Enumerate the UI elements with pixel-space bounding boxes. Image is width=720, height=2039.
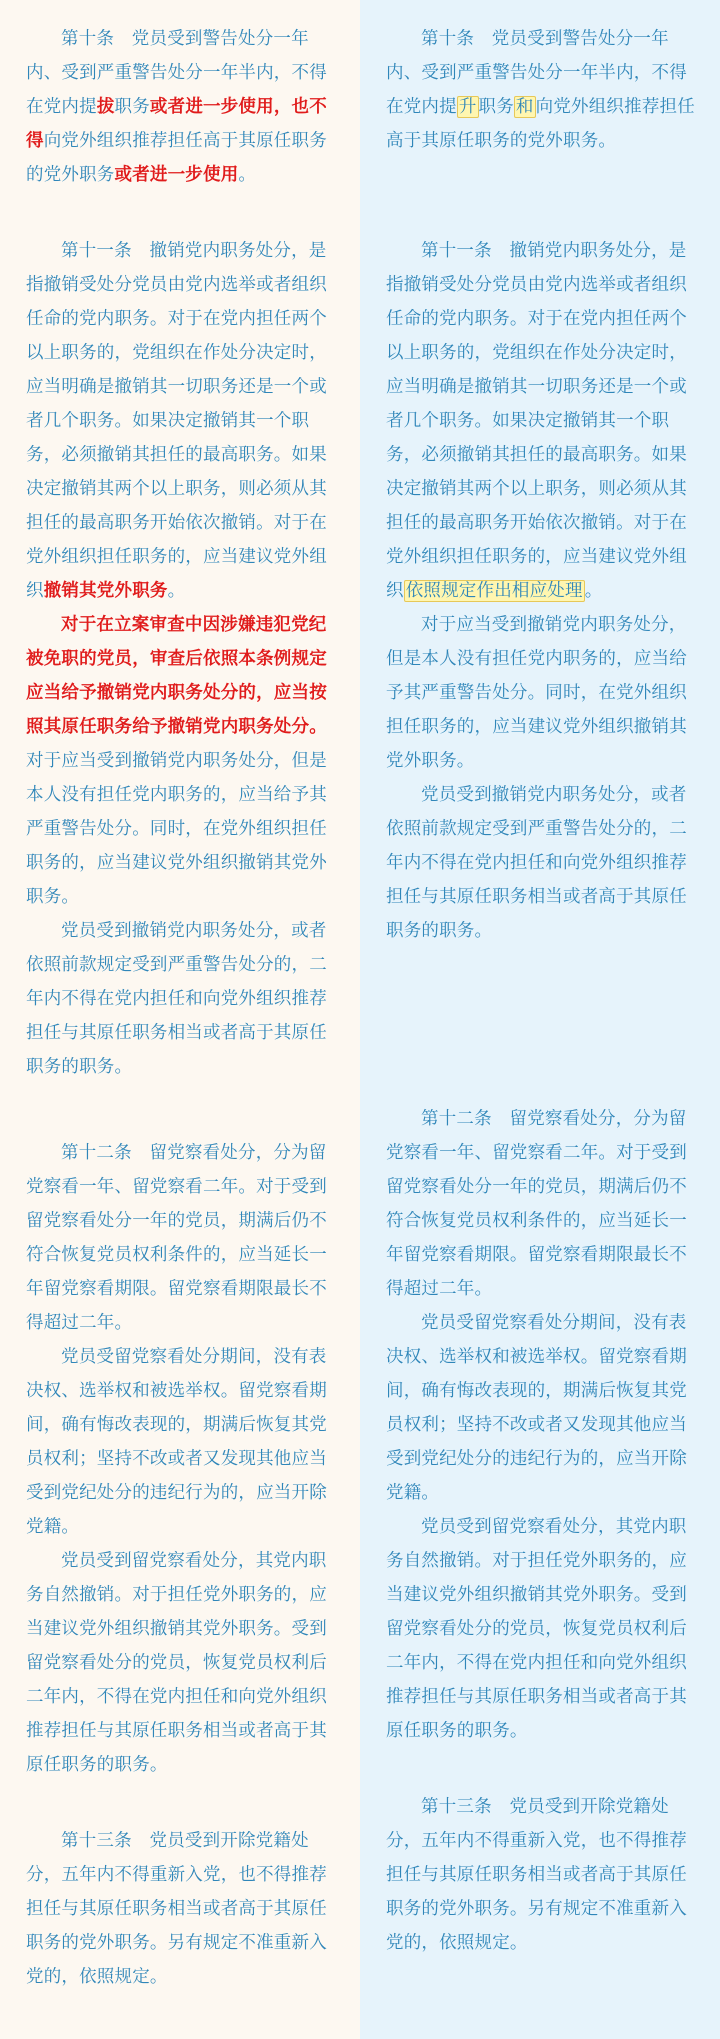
added-text: 升 — [458, 97, 477, 117]
article-paragraph: 党员受到留党察看处分，其党内职务自然撤销。对于担任党外职务的，应当建议党外组织撤销其党外职务。受到留党察看处分的党员，恢复党员权利后二年内，不得在党内担任和向党外组织推荐担任与其原任职务相当或者高于其原任职务的职务。 — [386, 1517, 687, 1741]
text-span: 。 — [584, 581, 603, 601]
article-paragraph: 党员受到留党察看处分，其党内职务自然撤销。对于担任党外职务的，应当建议党外组织撤销其党外职务。受到留党察看处分的党员，恢复党员权利后二年内，不得在党内担任和向党外组织推荐担任与其原任职务相当或者高于其原任职务的职务。 — [26, 1551, 327, 1775]
deleted-text: 撤销其党外职务 — [43, 581, 168, 601]
article-paragraph: 第十二条 留党察看处分，分为留党察看一年、留党察看二年。对于受到留党察看处分一年的党员，期满后仍不符合恢复党员权利条件的，应当延长一年留党察看期限。留党察看期限最长不得超过二年。 — [26, 1143, 327, 1333]
article-paragraph — [26, 22, 332, 192]
article-12-original — [26, 1136, 332, 1782]
article-paragraph: 党员受到撤销党内职务处分，或者依照前款规定受到严重警告处分的，二年内不得在党内担任和向党外组织推荐担任与其原任职务相当或者高于其原任职务的职务。 — [26, 921, 327, 1077]
text-span: 第十条 党员受到警告处分一年内、受到严重警告处分一年半内，不得在党内提 — [26, 29, 327, 117]
text-span: 第十一条 撤销党内职务处分，是指撤销受处分党员由党内选举或者组织任命的党内职务。对于在党内担任两个以上职务的，党组织在作处分决定时，应当明确是撤销其一切职务还是一个或者几个职务。如果决定撤销其一个职务，必须撤销其担任的最高职务。如果决定撤销其两个以上职务，则必须从其担任的最高职务开始依次撤销。对于在党外组织担任职务的，应当建议党外组织 — [26, 241, 327, 601]
text-span: 第十条 党员受到警告处分一年内、受到严重警告处分一年半内，不得在党内提 — [386, 29, 687, 117]
article-paragraph: 第十二条 留党察看处分，分为留党察看一年、留党察看二年。对于受到留党察看处分一年的党员，期满后仍不符合恢复党员权利条件的，应当延长一年留党察看期限。留党察看期限最长不得超过二年。 — [386, 1109, 687, 1299]
text-span: 第十一条 撤销党内职务处分，是指撤销受处分党员由党内选举或者组织任命的党内职务。对于在党内担任两个以上职务的，党组织在作处分决定时，应当明确是撤销其一切职务还是一个或者几个职务。如果决定撤销其一个职务，必须撤销其担任的最高职务。如果决定撤销其两个以上职务，则必须从其担任的最高职务开始依次撤销。对于在党外组织担任职务的，应当建议党外组织 — [386, 241, 687, 601]
deleted-text: 或者进一步使用，也不得 — [26, 97, 327, 151]
added-text: 和 — [515, 97, 534, 117]
article-paragraph — [26, 608, 332, 914]
text-span: 职务 — [478, 97, 514, 117]
text-span: 向党外组织推荐担任高于其原任职务的党外职务。 — [386, 97, 695, 151]
article-paragraph: 对于应当受到撤销党内职务处分，但是本人没有担任党内职务的，应当给予其严重警告处分。同时，在党外组织担任职务的，应当建议党外组织撤销其党外职务。 — [386, 615, 687, 771]
article-13-revised — [386, 1790, 704, 1960]
article-paragraph — [386, 22, 704, 158]
added-text: 依照规定作出相应处理 — [405, 581, 583, 601]
article-paragraph — [386, 234, 704, 608]
article-11-revised — [386, 234, 704, 948]
text-span: 职务 — [114, 97, 150, 117]
article-10-original — [26, 22, 332, 192]
article-11-original — [26, 234, 332, 1084]
text-span: 对于应当受到撤销党内职务处分，但是本人没有担任党内职务的，应当给予其严重警告处分。同时，在党外组织担任职务的，应当建议党外组织撤销其党外职务。 — [26, 751, 327, 907]
article-paragraph: 党员受留党察看处分期间，没有表决权、选举权和被选举权。留党察看期间，确有悔改表现的，期满后恢复其党员权利；坚持不改或者又发现其他应当受到党纪处分的违纪行为的，应当开除党籍。 — [386, 1313, 687, 1503]
article-13-original — [26, 1824, 332, 1994]
article-paragraph: 党员受留党察看处分期间，没有表决权、选举权和被选举权。留党察看期间，确有悔改表现的，期满后恢复其党员权利；坚持不改或者又发现其他应当受到党纪处分的违纪行为的，应当开除党籍。 — [26, 1347, 327, 1537]
article-paragraph: 第十三条 党员受到开除党籍处分，五年内不得重新入党，也不得推荐担任与其原任职务相当或者高于其原任职务的党外职务。另有规定不准重新入党的，依照规定。 — [386, 1797, 687, 1953]
deleted-text: 对于在立案审查中因涉嫌违犯党纪被免职的党员，审查后依照本条例规定应当给予撤销党内职务处分的，应当按照其原任职务给予撤销党内职务处分。 — [26, 615, 327, 737]
text-span: 向党外组织推荐担任高于其原任职务的党外职务 — [26, 131, 327, 185]
article-paragraph: 第十三条 党员受到开除党籍处分，五年内不得重新入党，也不得推荐担任与其原任职务相当或者高于其原任职务的党外职务。另有规定不准重新入党的，依照规定。 — [26, 1831, 327, 1987]
deleted-text: 拔 — [96, 97, 115, 117]
text-span: 。 — [167, 581, 186, 601]
article-12-revised — [386, 1102, 704, 1748]
article-paragraph: 党员受到撤销党内职务处分，或者依照前款规定受到严重警告处分的，二年内不得在党内担任和向党外组织推荐担任与其原任职务相当或者高于其原任职务的职务。 — [386, 785, 687, 941]
right-column-revised — [360, 0, 720, 2039]
text-span: 。 — [238, 165, 257, 185]
article-paragraph — [26, 234, 332, 608]
article-10-revised — [386, 22, 704, 158]
deleted-text: 或者进一步使用 — [114, 165, 239, 185]
